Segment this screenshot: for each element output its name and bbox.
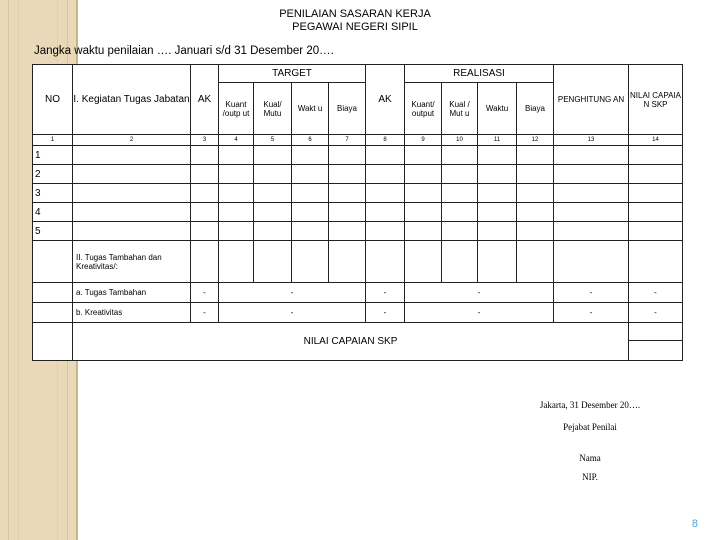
tugas-tambahan-penghitungan: - — [554, 283, 629, 303]
kreativitas-realisasi-ak: - — [366, 303, 405, 323]
header-target-kuant: Kuant /outp ut — [219, 83, 254, 135]
nilai-capaian-row — [33, 323, 683, 341]
kreativitas-nilai: - — [629, 303, 683, 323]
header-target-biaya: Biaya — [329, 83, 366, 135]
column-number: 13 — [554, 135, 629, 146]
column-number: 6 — [292, 135, 329, 146]
title-line-1: PENILAIAN SASARAN KERJA — [279, 8, 431, 20]
assessment-period: Jangka waktu penilaian …. Januari s/d 31 Desember 20…. — [34, 45, 334, 57]
column-number: 7 — [329, 135, 366, 146]
signature-role: Pejabat Penilai — [563, 422, 617, 432]
signature-place-date: Jakarta, 31 Desember 20…. — [539, 400, 641, 410]
nilai-capaian-value-top — [629, 323, 683, 341]
header-realisasi-ak: AK — [366, 65, 405, 135]
table-row — [33, 184, 683, 203]
column-number: 8 — [366, 135, 405, 146]
table-row — [33, 222, 683, 241]
page-number: 8 — [691, 518, 698, 530]
header-target: TARGET — [219, 65, 366, 83]
skp-table — [32, 64, 683, 361]
header-realisasi-kuant: Kuant/ output — [405, 83, 442, 135]
tugas-tambahan-target: - — [219, 283, 366, 303]
kreativitas-ak: - — [191, 303, 219, 323]
header-kegiatan: I. Kegiatan Tugas Jabatan — [73, 65, 191, 135]
header-target-kual: Kual/ Mutu — [254, 83, 292, 135]
kreativitas-row — [33, 303, 683, 323]
column-number: 9 — [405, 135, 442, 146]
header-penghitungan: PENGHITUNG AN — [554, 65, 629, 135]
row-number: 2 — [33, 165, 73, 184]
signature-name: Nama — [579, 453, 601, 463]
column-number: 10 — [442, 135, 478, 146]
header-realisasi: REALISASI — [405, 65, 554, 83]
table-row — [33, 165, 683, 184]
header-ak: AK — [191, 65, 219, 135]
header-no: NO — [33, 65, 73, 135]
kreativitas-target: - — [219, 303, 366, 323]
tugas-tambahan-realisasi: - — [405, 283, 554, 303]
column-number: 1 — [33, 135, 73, 146]
document-title — [150, 8, 560, 34]
tambahan-heading: II. Tugas Tambahan dan Kreativitas/: — [73, 241, 191, 283]
nilai-capaian-value — [629, 341, 683, 361]
column-number: 5 — [254, 135, 292, 146]
row-number: 4 — [33, 203, 73, 222]
tugas-tambahan-row — [33, 283, 683, 303]
column-number: 12 — [517, 135, 554, 146]
column-number: 4 — [219, 135, 254, 146]
kreativitas-realisasi: - — [405, 303, 554, 323]
header-realisasi-waktu: Waktu — [478, 83, 517, 135]
tugas-tambahan-realisasi-ak: - — [366, 283, 405, 303]
tugas-tambahan-label: a. Tugas Tambahan — [73, 283, 191, 303]
title-line-2: PEGAWAI NEGERI SIPIL — [292, 21, 418, 33]
row-number: 1 — [33, 146, 73, 165]
header-realisasi-biaya: Biaya — [517, 83, 554, 135]
column-number-row — [33, 135, 683, 146]
tambahan-heading-row — [33, 241, 683, 283]
column-number: 14 — [629, 135, 683, 146]
table-row — [33, 203, 683, 222]
column-number: 11 — [478, 135, 517, 146]
kreativitas-penghitungan: - — [554, 303, 629, 323]
kreativitas-label: b. Kreativitas — [73, 303, 191, 323]
header-nilai-capaian: NILAI CAPAIA N SKP — [629, 65, 683, 135]
column-number: 2 — [73, 135, 191, 146]
row-number: 5 — [33, 222, 73, 241]
table-row — [33, 146, 683, 165]
column-number: 3 — [191, 135, 219, 146]
header-realisasi-kual: Kual / Mut u — [442, 83, 478, 135]
tugas-tambahan-nilai: - — [629, 283, 683, 303]
tugas-tambahan-ak: - — [191, 283, 219, 303]
nilai-capaian-label: NILAI CAPAIAN SKP — [73, 323, 629, 361]
signature-nip: NIP. — [582, 472, 598, 482]
row-number: 3 — [33, 184, 73, 203]
header-target-waktu: Wakt u — [292, 83, 329, 135]
